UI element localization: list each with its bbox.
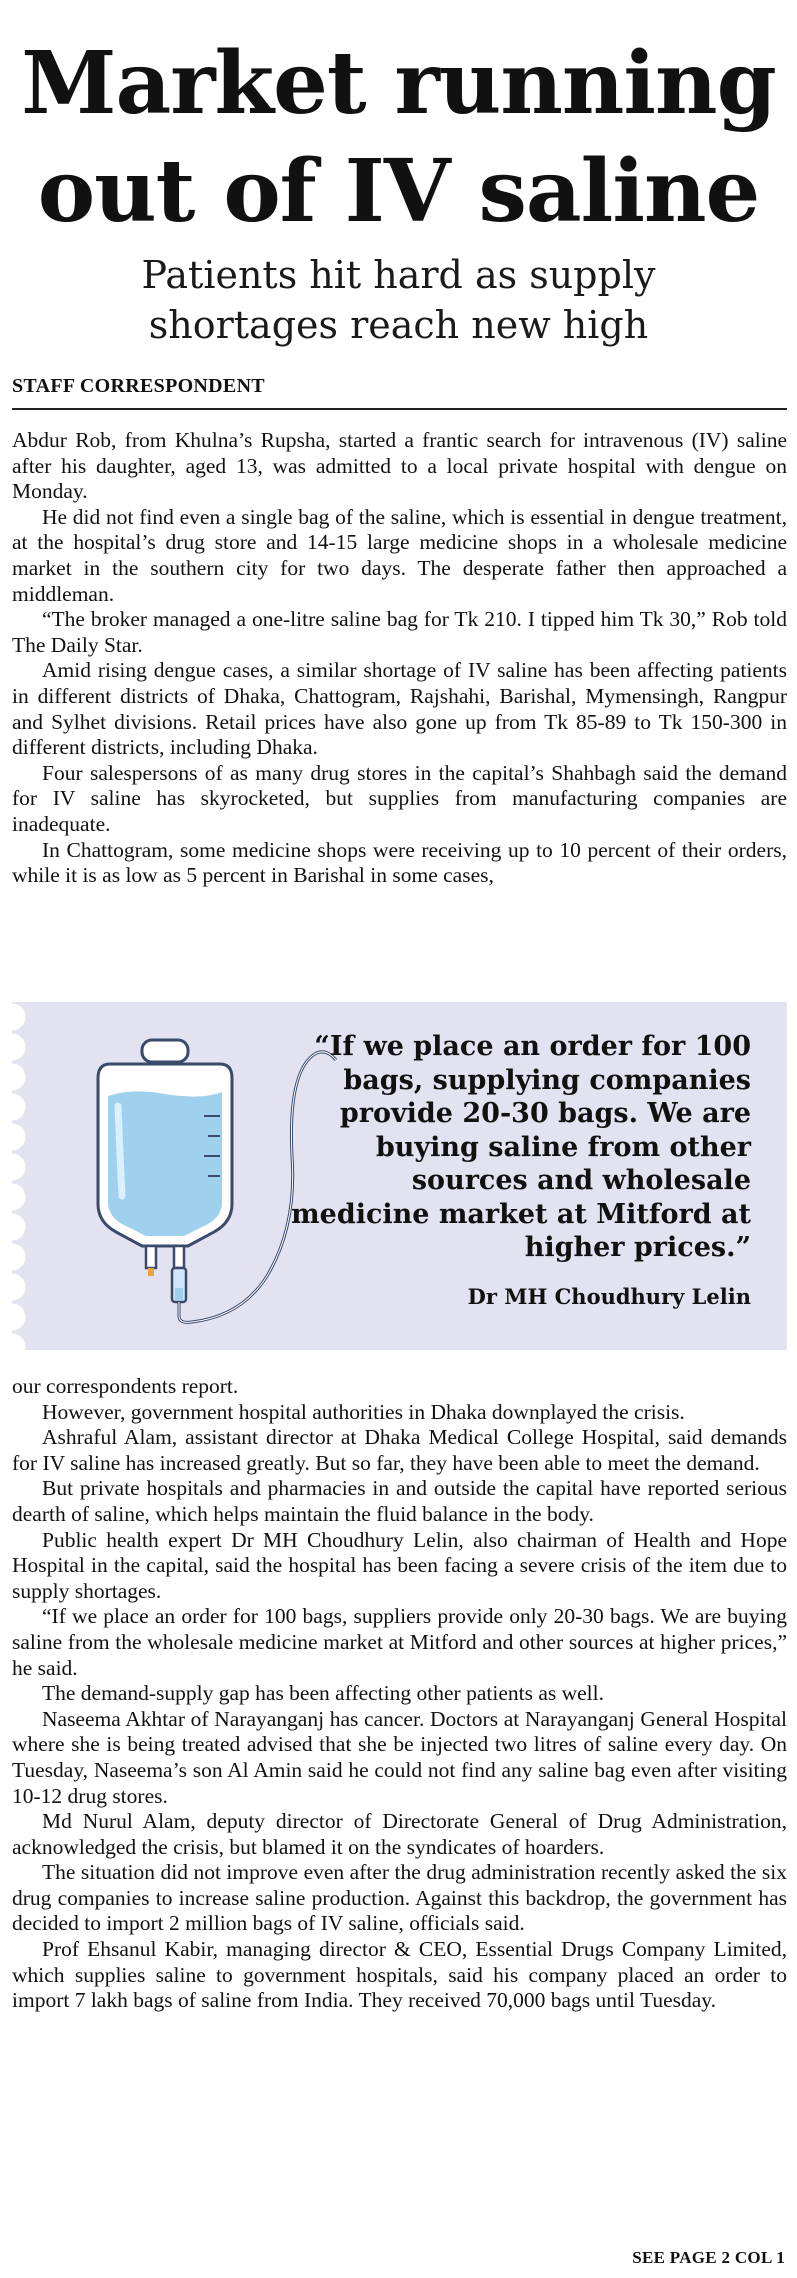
paragraph: Public health expert Dr MH Choudhury Lelin, also chairman of Health and Hope Hospital in the capital, said the hospital has been facing a severe crisis of the item due to supply shortages.	[12, 1527, 787, 1603]
subheadline	[0, 250, 797, 350]
continued-on-link[interactable]: SEE PAGE 2 COL 1	[632, 2248, 785, 2267]
pull-quote-box	[12, 1002, 787, 1350]
paragraph: Ashraful Alam, assistant director at Dhaka Medical College Hospital, said demands for IV saline has increased greatly. But so far, they have been able to meet the demand.	[12, 1425, 787, 1475]
pull-quote-attribution: Dr MH Choudhury Lelin	[467, 1284, 751, 1309]
scalloped-edge	[12, 1002, 50, 1350]
paragraph: Md Nurul Alam, deputy director of Directorate General of Drug Administration, acknowledged the crisis, but blamed it on the syndicates of hoarders.	[12, 1809, 787, 1859]
paragraph: However, government hospital authorities in Dhaka downplayed the crisis.	[42, 1399, 685, 1424]
article-body-bottom	[12, 1374, 787, 2014]
paragraph: Four salespersons of as many drug stores in the capital’s Shahbagh said the demand for IV saline has skyrocketed, but supplies from manufacturing companies are inadequate.	[12, 760, 787, 836]
paragraph: The demand-supply gap has been affecting other patients as well.	[42, 1681, 605, 1706]
paragraph: our correspondents report.	[12, 1374, 239, 1398]
paragraph: “If we place an order for 100 bags, suppliers provide only 20-30 bags. We are buying saline from the wholesale medicine market at Mitford and other sources at higher prices,” he said.	[12, 1604, 787, 1680]
paragraph: He did not find even a single bag of the saline, which is essential in dengue treatment, at the hospital’s drug store and 14-15 large medicine shops in a wholesale medicine market in the southern city for two days. The desperate father then approached a middleman.	[12, 504, 787, 606]
paragraph: The situation did not improve even after the drug administration recently asked the six drug companies to increase saline production. Against this backdrop, the government has decided to import 2 million bags of IV saline, officials said.	[12, 1860, 787, 1936]
paragraph: But private hospitals and pharmacies in and outside the capital have reported serious dearth of saline, which helps maintain the fluid balance in the body.	[12, 1476, 787, 1526]
headline-line-2: out of IV saline	[37, 141, 760, 242]
subhead-line-1: Patients hit hard as supply	[141, 253, 656, 297]
subhead-line-2: shortages reach new high	[148, 303, 649, 347]
paragraph: Prof Ehsanul Kabir, managing director & CEO, Essential Drugs Company Limited, which supplies saline to government hospitals, said his company placed an order to import 7 lakh bags of saline from India. They received 70,000 bags until Tuesday.	[12, 1937, 787, 2013]
headline	[0, 30, 797, 246]
paragraph: Amid rising dengue cases, a similar shortage of IV saline has been affecting patients in different districts of Dhaka, Chattogram, Rajshahi, Barishal, Mymensingh, Rangpur and Sylhet divisions. Retail prices have also gone up from Tk 85-89 to Tk 150-300 in different districts, including Dhaka.	[12, 658, 787, 760]
paragraph: Abdur Rob, from Khulna’s Rupsha, started a frantic search for intravenous (IV) saline after his daughter, aged 13, was admitted to a local private hospital with dengue on Monday.	[12, 428, 787, 504]
byline: STAFF CORRESPONDENT	[12, 375, 265, 397]
byline-divider	[12, 408, 787, 410]
paragraph: Naseema Akhtar of Narayanganj has cancer. Doctors at Narayanganj General Hospital where she is being treated advised that she be injected two litres of saline every day. On Tuesday, Naseema’s son Al Amin said he could not find any saline bag even after visiting 10-12 drug stores.	[12, 1706, 787, 1808]
paragraph: In Chattogram, some medicine shops were receiving up to 10 percent of their orders, while it is as low as 5 percent in Barishal in some cases,	[12, 837, 787, 888]
headline-line-1: Market running	[21, 33, 776, 134]
pull-quote-text: “If we place an order for 100 bags, supplying companies provide 20-30 bags. We are buying saline from other sources and wholesale medicine market at Mitford at higher prices.”	[291, 1031, 751, 1263]
paragraph: “The broker managed a one-litre saline bag for Tk 210. I tipped him Tk 30,” Rob told The Daily Star.	[12, 607, 787, 657]
article-body-top	[12, 428, 787, 889]
